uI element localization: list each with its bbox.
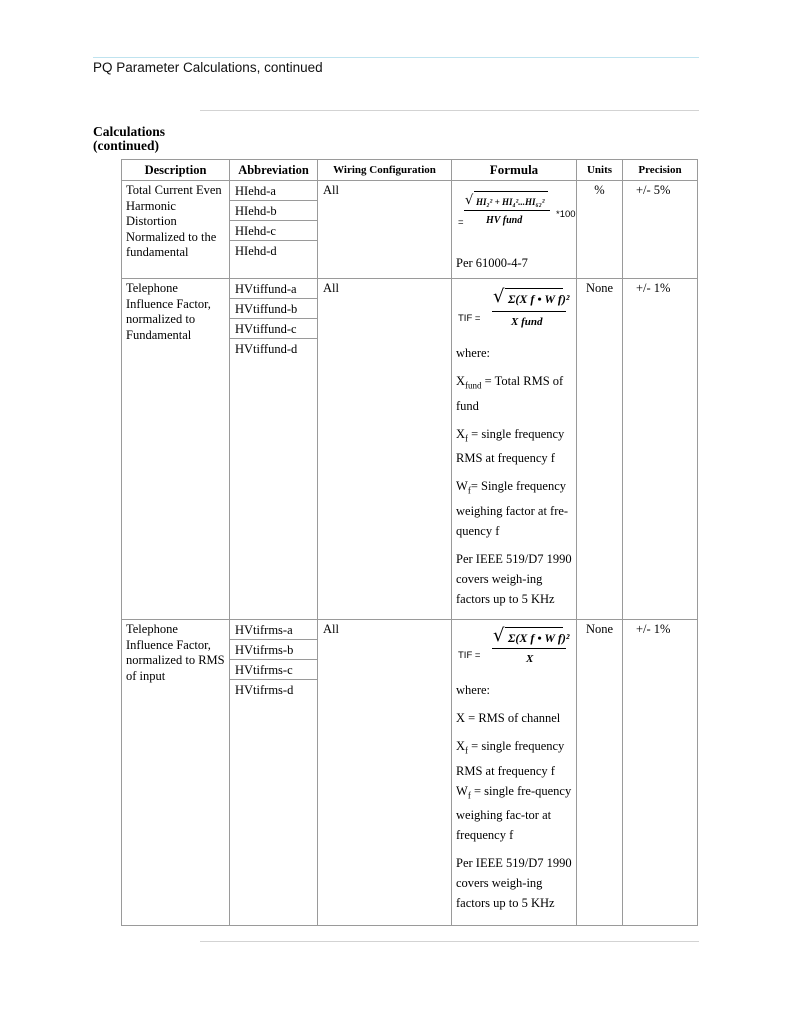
- row-formula: [452, 279, 577, 620]
- col-header-precision: Precision: [623, 160, 698, 181]
- col-header-formula: Formula: [452, 160, 577, 181]
- formula-definition: $X_f$ = single frequency RMS at frequency f: [456, 739, 565, 778]
- formula-definition: $W_f$ = single fre-quency weighing fac-tor at frequency f: [456, 783, 572, 842]
- abbreviation-item: HVtiffund-c: [230, 319, 317, 339]
- footer-rule: [200, 941, 699, 942]
- formula-denominator: HV fund: [486, 215, 523, 226]
- abbreviation-item: HVtiffund-a: [230, 279, 317, 299]
- formula-image-tif-rms: [456, 622, 574, 680]
- row-units: %: [577, 181, 623, 279]
- col-header-units: Units: [577, 160, 623, 181]
- col-header-description: Description: [122, 160, 230, 181]
- section-heading: [93, 125, 165, 153]
- abbreviation-item: HVtifrms-a: [230, 620, 317, 640]
- formula-prefix: =: [458, 217, 464, 228]
- formula-suffix: *100: [556, 209, 576, 220]
- table-row: [122, 279, 698, 620]
- formula-numerator: HI₂² + HI₄²...HI₆₂²: [476, 197, 545, 207]
- row-abbreviations: [230, 279, 318, 620]
- row-units: None: [577, 279, 623, 620]
- formula-definition: X = RMS of channel: [456, 711, 561, 725]
- table-header-row: [122, 160, 698, 181]
- row-formula: [452, 620, 577, 926]
- formula-numerator: Σ(X f • W f)²: [508, 631, 570, 645]
- col-header-wiring: Wiring Configuration: [318, 160, 452, 181]
- formula-note: Per IEEE 519/D7 1990 covers weigh-ing factors up to 5 KHz: [456, 856, 572, 910]
- row-precision: +/- 1%: [623, 279, 698, 620]
- abbreviation-item: HVtiffund-d: [235, 342, 298, 356]
- formula-definition: $X_f$ = single frequency RMS at frequency f: [456, 426, 565, 465]
- table-row: [122, 620, 698, 926]
- formula-definition: $W_f=$ Single frequency weighing factor at fre-quency f: [456, 479, 569, 538]
- row-formula: [452, 181, 577, 279]
- abbreviation-item: HVtifrms-c: [230, 660, 317, 680]
- formula-prefix: TIF =: [458, 650, 481, 661]
- page-header-title: PQ Parameter Calculations, continued: [93, 60, 323, 75]
- header-rule: [93, 57, 699, 58]
- row-description: Telephone Influence Factor, normalized to Fundamental: [122, 279, 230, 620]
- formula-prefix: TIF =: [458, 313, 481, 324]
- formula-image-ehd: [456, 183, 574, 253]
- row-abbreviations: [230, 620, 318, 926]
- formula-definition: $X_{fund}$ = Total RMS of fund: [456, 374, 564, 413]
- sqrt-symbol: √: [493, 286, 505, 307]
- abbreviation-item: HIehd-c: [230, 221, 317, 241]
- calculations-table: [121, 159, 698, 926]
- row-wiring: All: [318, 181, 452, 279]
- col-header-abbreviation: Abbreviation: [230, 160, 318, 181]
- row-precision: +/- 5%: [623, 181, 698, 279]
- section-divider: [200, 110, 699, 111]
- row-description: Telephone Influence Factor, normalized to RMS of input: [122, 620, 230, 926]
- abbreviation-item: HVtifrms-b: [230, 640, 317, 660]
- abbreviation-item: HIehd-d: [235, 244, 277, 258]
- formula-note: Per IEEE 519/D7 1990 covers weigh-ing factors up to 5 KHz: [456, 551, 572, 606]
- row-description: Total Current Even Harmonic Distortion Normalized to the fundamental: [122, 181, 230, 279]
- table-row: [122, 181, 698, 279]
- section-heading-line2: (continued): [93, 138, 160, 153]
- formula-numerator: Σ(X f • W f)²: [508, 292, 570, 306]
- abbreviation-item: HIehd-b: [230, 201, 317, 221]
- abbreviation-item: HVtifrms-d: [235, 683, 294, 697]
- row-wiring: All: [318, 279, 452, 620]
- abbreviation-item: HVtiffund-b: [230, 299, 317, 319]
- row-wiring: All: [318, 620, 452, 926]
- row-units: None: [577, 620, 623, 926]
- sqrt-symbol: √: [493, 625, 505, 646]
- row-abbreviations: [230, 181, 318, 279]
- abbreviation-item: HIehd-a: [230, 181, 317, 201]
- formula-note: Per 61000-4-7: [456, 256, 528, 270]
- formula-where: where:: [456, 683, 491, 697]
- formula-denominator: X: [526, 653, 534, 665]
- formula-denominator: X fund: [511, 316, 543, 328]
- sqrt-symbol: √: [465, 193, 474, 208]
- formula-where: where:: [456, 346, 491, 360]
- row-precision: +/- 1%: [623, 620, 698, 926]
- formula-image-tif-fund: [456, 281, 574, 343]
- section-heading-line1: Calculations: [93, 124, 166, 139]
